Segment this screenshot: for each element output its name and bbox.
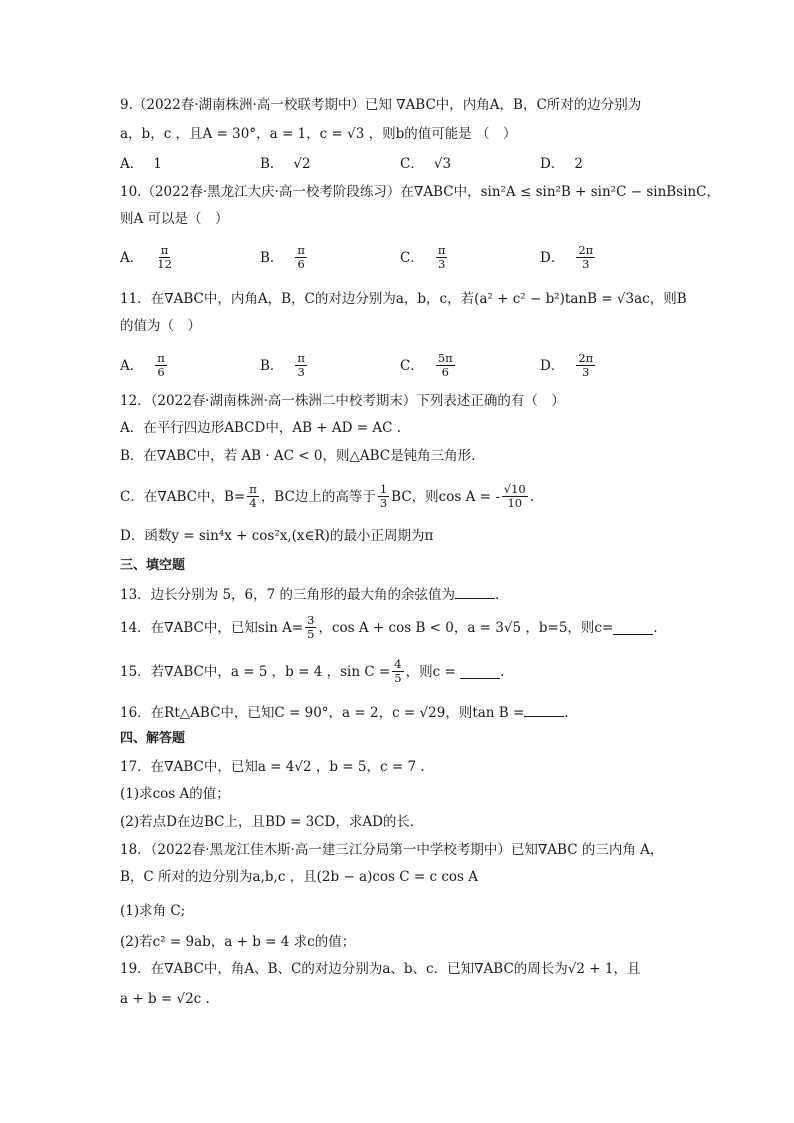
q10-stem-line1: 10.（2022春·黑龙江大庆·高一校考阶段练习）在∇ABC中，sin²A ≤ sin²B + sin²C − sinBsinC， [120,184,720,200]
q11-options [120,352,680,379]
q18-part2: (2)若c² = 9ab，a + b = 4 求c的值； [120,934,356,950]
answer-blank[interactable] [460,664,500,679]
fraction: $\frac{\pi}{6}$ [157,351,165,379]
fraction: $\frac{1}{3}$ [379,482,388,510]
q9-option-c[interactable]: C． √3 [400,156,452,172]
q17-stem: 17．在∇ABC中，已知a = 4√2 ，b = 5，c = 7 . [120,759,425,775]
q11-stem-line1: 11．在∇ABC中，内角A，B，C的对边分别为a，b，c，若(a² + c² − b²)tanB = √3ac，则B [120,291,687,307]
q9-options [120,154,680,174]
fraction: $\frac{5\pi}{6}$ [437,351,453,379]
section-fill-in-title: 三、填空题 [120,558,186,573]
q11-option-d[interactable]: D． $\frac{2\pi}{3}$ [540,351,594,379]
q19-stem-line1: 19．在∇ABC中，角A、B、C的对边分别为a、b、c．已知∇ABC的周长为√2 + 1，且 [120,961,641,977]
q18-part1: (1)求角 C; [120,903,186,919]
answer-blank[interactable] [455,584,495,599]
q10-option-b[interactable]: B． $\frac{\pi}{6}$ [260,243,305,271]
fraction: $\frac{2\pi}{3}$ [578,243,594,271]
answer-blank[interactable] [613,620,653,635]
q13: 13．边长分别为 5，6，7 的三角形的最大角的余弦值为 . [120,584,499,605]
fraction: $\frac{2\pi}{3}$ [578,351,594,379]
q9-stem-line1: 9.（2022春·湖南株洲·高一校联考期中）已知 ∇ABC中，内角A，B，C所对的边分别为 [120,97,642,113]
fraction: $\frac{4}{5}$ [394,657,402,685]
fraction: $\frac{\pi}{3}$ [297,351,305,379]
q10-option-a[interactable]: A． $\frac{\pi}{12}$ [120,243,172,271]
q12-option-a[interactable]: A．在平行四边形ABCD中，AB + AD = AC . [120,420,402,436]
q9-option-a[interactable]: A． 1 [120,156,162,172]
q17-part2: (2)若点D在边BC上，且BD = 3CD，求AD的长． [120,814,424,830]
fraction: $\frac{\pi}{6}$ [297,243,305,271]
q9-option-b[interactable]: B． √2 [260,156,311,172]
q11-option-a[interactable]: A． $\frac{\pi}{6}$ [120,351,165,379]
q19-stem-line2: a + b = √2c . [120,991,210,1007]
fraction: $\frac{\pi}{3}$ [437,243,446,271]
q10-option-c[interactable]: C． $\frac{\pi}{3}$ [400,243,446,271]
q12-option-b[interactable]: B．在∇ABC中，若 AB · AC < 0，则△ABC是钝角三角形. [120,448,476,464]
fraction: $\frac{√10}{10}$ [503,482,526,510]
answer-blank[interactable] [524,702,564,717]
q12-option-c[interactable]: C．在∇ABC中，B= $\frac{\pi}{4}$ ，BC边上的高等于 $\frac{1}{3}$ BC，则cos A = - $\frac{√10}{10}$ . [120,482,535,510]
q10-options [120,244,680,271]
q18-stem-line1: 18．（2022春·黑龙江佳木斯·高一建三江分局第一中学校考期中）已知∇ABC 的三内角 A， [120,842,664,858]
q17-part1: (1)求cos A的值； [120,786,230,802]
q18-stem-line2: B，C 所对的边分别为a,b,c ，且(2b − a)cos C = c cos A [120,869,479,885]
q16: 16．在Rt△ABC中，已知C = 90°，a = 2，c = √29，则tan B = . [120,702,569,723]
q11-option-b[interactable]: B． $\frac{\pi}{3}$ [260,351,305,379]
q10-option-d[interactable]: D． $\frac{2\pi}{3}$ [540,243,594,271]
q9-stem-line2: a，b，c ，且A = 30°，a = 1，c = √3 ，则b的值可能是 （ ） [120,126,517,142]
q12-option-d[interactable]: D．函数y = sin⁴x + cos²x,(x∈R)的最小正周期为π [120,528,434,544]
q9-option-d[interactable]: D． 2 [540,156,583,172]
q11-stem-line2: 的值为（ ） [120,318,201,334]
fraction: $\frac{\pi}{4}$ [249,482,257,510]
fraction: $\frac{3}{5}$ [307,613,315,641]
q15: 15．若∇ABC中，a = 5 ，b = 4 ，sin C = $\frac{4}{5}$ ，则c = . [120,657,505,685]
q14: 14．在∇ABC中，已知sin A= $\frac{3}{5}$ ，cos A + cos B < 0，a = 3√5 ，b=5，则c= . [120,613,658,641]
q10-stem-line2: 则A 可以是（ ） [120,211,229,227]
fraction: $\frac{\pi}{12}$ [157,243,172,271]
q12-stem: 12．（2022春·湖南株洲·高一株洲二中校考期末）下列表述正确的有（ ） [120,393,565,409]
section-solution-title: 四、解答题 [120,731,186,746]
q11-option-c[interactable]: C． $\frac{5\pi}{6}$ [400,351,453,379]
